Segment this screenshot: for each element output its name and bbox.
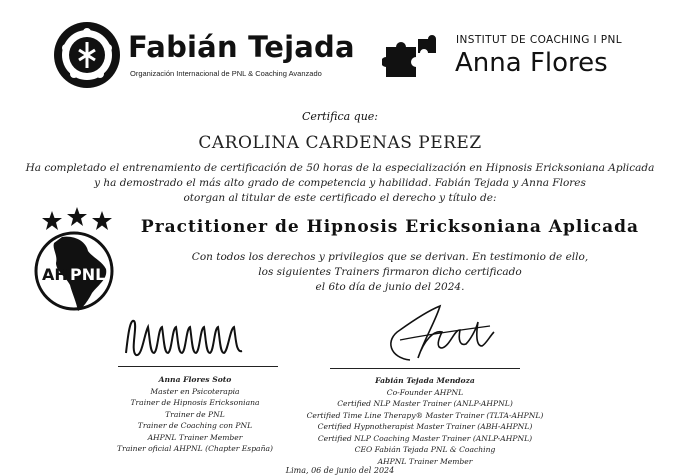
body-line: y ha demostrado el más alto grado de competencia y habilidad. Fabián Tejada y Anna Flores bbox=[94, 177, 586, 189]
certifies-intro: Certifica que: bbox=[301, 110, 379, 123]
signature-line-right bbox=[330, 368, 520, 369]
signer-credential: CEO Fabián Tejada PNL & Coaching bbox=[354, 445, 496, 454]
certificate-closing bbox=[110, 250, 670, 295]
closing-line: Con todos los derechos y privilegios que se derivan. En testimonio de ello, bbox=[191, 251, 589, 263]
signer-credential: Master en Psicoterapia bbox=[150, 386, 240, 396]
closing-line: los siguientes Trainers firmaron dicho certificado bbox=[258, 266, 522, 278]
svg-text:PNL: PNL bbox=[70, 265, 106, 284]
signer-credential: Trainer oficial AHPNL (Chapter España) bbox=[117, 444, 273, 453]
signer-name: Anna Flores Soto bbox=[158, 375, 232, 384]
signature-fabian-tejada bbox=[380, 300, 500, 370]
signer-credential: Co-Founder AHPNL bbox=[386, 387, 464, 397]
ahpnl-seal-icon bbox=[22, 205, 132, 315]
signer-block-left bbox=[90, 374, 300, 455]
body-line: Ha completado el entrenamiento de certificación de 50 horas de la especialización en Hipnosis Ericksoniana Aplicada bbox=[25, 162, 655, 174]
fabian-tejada-logo-icon bbox=[52, 20, 122, 90]
closing-line: el 6to día de junio del 2024. bbox=[315, 281, 465, 293]
body-line: otorgan al titular de este certificado el derecho y título de: bbox=[183, 192, 497, 204]
certificate-body bbox=[0, 161, 680, 206]
signer-credential: Trainer de Hipnosis Ericksoniana bbox=[130, 398, 260, 407]
signer-credential: Certified NLP Coaching Master Trainer (ANLP-AHPNL) bbox=[317, 433, 533, 443]
ahpnl-seal-text: AH bbox=[42, 265, 68, 284]
anna-flores-institute-line: INSTITUT DE COACHING I PNL bbox=[456, 34, 622, 46]
signer-credential: Certified Hypnotherapist Master Trainer (ABH-AHPNL) bbox=[317, 422, 533, 431]
signer-credential: Certified Time Line Therapy® Master Trainer (TLTA-AHPNL) bbox=[306, 410, 544, 420]
puzzle-icon bbox=[382, 35, 438, 77]
anna-flores-brand-name: Anna Flores bbox=[455, 48, 608, 78]
signer-block-right bbox=[300, 375, 550, 467]
fabian-tejada-brand-name: Fabián Tejada bbox=[128, 30, 355, 64]
place-date: Lima, 06 de junio del 2024 bbox=[285, 466, 395, 475]
signer-credential: Trainer de PNL bbox=[165, 409, 225, 419]
fabian-tejada-brand-subtitle: Organización Internacional de PNL & Coaching Avanzado bbox=[130, 69, 322, 78]
signer-credential: AHPNL Trainer Member bbox=[377, 456, 473, 466]
signer-name: Fabián Tejada Mendoza bbox=[375, 376, 475, 385]
certificate-title: Practitioner de Hipnosis Ericksoniana Aplicada bbox=[140, 217, 640, 237]
recipient-name: CAROLINA CARDENAS PEREZ bbox=[198, 133, 482, 153]
signature-anna-flores bbox=[118, 305, 288, 367]
signer-credential: Trainer de Coaching con PNL bbox=[137, 421, 253, 430]
signer-credential: Certified NLP Master Trainer (ANLP-AHPNL) bbox=[337, 399, 513, 408]
signer-credential: AHPNL Trainer Member bbox=[147, 432, 243, 442]
signature-line-left bbox=[118, 366, 278, 367]
